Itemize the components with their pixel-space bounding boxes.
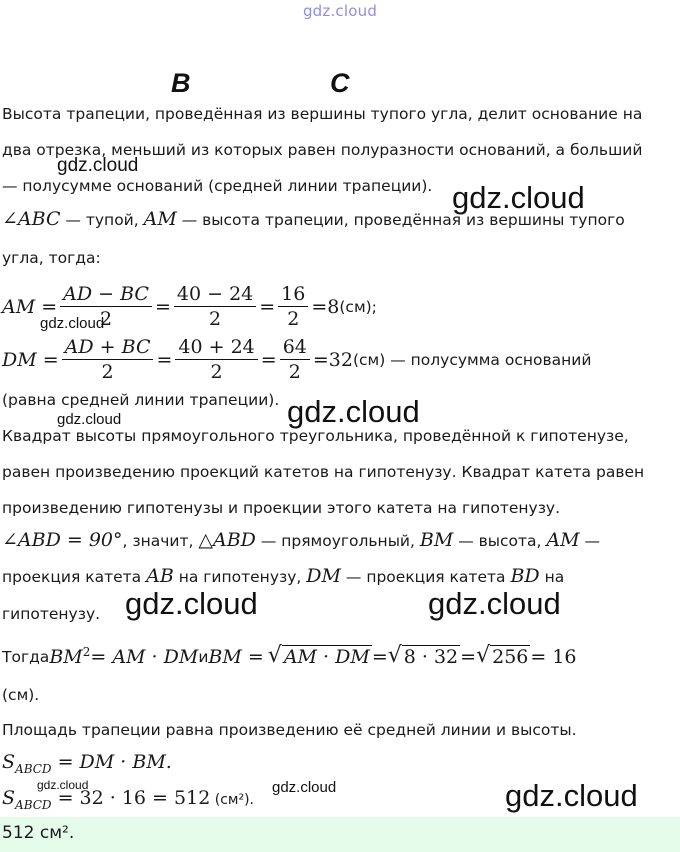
equation-am: AM = $\frac{AD - BC}{2}$ = $\frac{40 - 24}{2}$ = $\frac{16}{2}$ = 8 (см); bbox=[2, 283, 377, 330]
eq2-frac-1: $\frac{AD + BC}{2}$ bbox=[62, 335, 154, 384]
p5-text-1: Тогда bbox=[2, 647, 50, 666]
watermark: gdz.cloud bbox=[287, 394, 420, 429]
paragraph-4-line-2 bbox=[2, 567, 564, 586]
watermark: gdz.cloud bbox=[37, 778, 89, 792]
watermark: gdz.cloud bbox=[57, 411, 122, 428]
var-am-2: AM bbox=[546, 529, 580, 551]
paragraph-6: Площадь трапеции равна произведению её средней линии и высоты. bbox=[2, 721, 577, 739]
p5-eq-1: = bbox=[371, 645, 388, 668]
p5-square: 2 bbox=[82, 645, 91, 659]
p5-result: = 16 bbox=[530, 645, 577, 668]
p4l2-text-3: — проекция катета bbox=[340, 568, 511, 586]
var-am: AM bbox=[143, 208, 177, 230]
paragraph-3-line-1: Квадрат высоты прямоугольного треугольника, проведённой к гипотенузе, bbox=[2, 427, 629, 445]
eq1-frac-3: $\frac{16}{2}$ bbox=[278, 282, 308, 331]
eq2-note: (равна средней линии трапеции). bbox=[2, 391, 280, 409]
eq2-unit: (см) — полусумма оснований bbox=[352, 350, 592, 369]
eq1-lhs: AM bbox=[2, 295, 36, 318]
paragraph-1-line-2: два отрезка, меньший из которых равен полуразности оснований, а больший bbox=[2, 141, 643, 159]
p4-text-1: , значит, bbox=[122, 532, 199, 550]
p5-product: = AM · DM bbox=[90, 645, 199, 668]
eq2-frac-3: $\frac{64}{2}$ bbox=[280, 335, 310, 384]
p5-eq-2: = bbox=[460, 645, 477, 668]
paragraph-1-line-3: — полусумме оснований (средней линии трапеции). bbox=[2, 177, 433, 195]
var-bm: BM bbox=[419, 529, 454, 551]
p4l2-text-1: проекция катета bbox=[2, 568, 147, 586]
text-obtuse: — тупой, bbox=[60, 211, 144, 229]
p4l2-text-2: на гипотенузу, bbox=[173, 568, 307, 586]
p4-text-4: — bbox=[579, 532, 601, 550]
p5-unit: (см). bbox=[2, 686, 40, 704]
angle-abd: ∠ABD = 90° bbox=[2, 529, 123, 551]
watermark: gdz.cloud bbox=[272, 779, 337, 796]
eq1-result: 8 bbox=[327, 295, 340, 318]
equation-bm bbox=[2, 645, 577, 668]
eq1-unit: (см); bbox=[339, 297, 377, 316]
sqrt-am-dm: √ AM · DM bbox=[267, 643, 370, 668]
eq1-frac-1: $\frac{AD - BC}{2}$ bbox=[60, 282, 152, 331]
text-height: — высота трапеции, проведённая из вершины тупого bbox=[176, 211, 625, 229]
paragraph-3-line-2: равен произведению проекций катетов на гипотенузу. Квадрат катета равен bbox=[2, 463, 645, 481]
site-watermark-header: gdz.cloud bbox=[302, 2, 378, 20]
var-dm: DM bbox=[306, 565, 341, 587]
eq2-lhs: DM bbox=[2, 348, 37, 371]
angle-abc: ∠ABC bbox=[2, 208, 61, 230]
figure-label-c: C bbox=[330, 68, 350, 98]
area-formula: $S_{ABCD}$ = DM · BM. bbox=[2, 751, 172, 776]
eq2-frac-2: $\frac{40 + 24}{2}$ bbox=[175, 335, 257, 384]
eq2-result: 32 bbox=[328, 348, 353, 371]
paragraph-2-line-2: угла, тогда: bbox=[2, 249, 101, 267]
watermark: gdz.cloud bbox=[57, 155, 139, 176]
area-computation: $S_{ABCD} = 32 \cdot 16 = 512$ (см²). bbox=[2, 787, 254, 812]
p4-text-3: — высота, bbox=[453, 532, 547, 550]
p5-bm-eq: BM = bbox=[208, 645, 264, 668]
sqrt-256: √ 256 bbox=[476, 643, 529, 668]
sqrt-8-32: √ 8 · 32 bbox=[387, 643, 459, 668]
paragraph-4-line-1 bbox=[2, 531, 600, 550]
paragraph-1-line-1: Высота трапеции, проведённая из вершины тупого угла, делит основание на bbox=[2, 105, 643, 123]
p4l2-text-4: на bbox=[539, 568, 565, 586]
triangle-abd: △ABD bbox=[198, 529, 256, 551]
watermark: gdz.cloud bbox=[125, 586, 258, 621]
p5-and: и bbox=[198, 647, 209, 666]
answer-box bbox=[0, 817, 680, 852]
eq1-frac-2: $\frac{40 - 24}{2}$ bbox=[174, 282, 256, 331]
watermark: gdz.cloud bbox=[428, 586, 561, 621]
watermark: gdz.cloud bbox=[452, 180, 585, 215]
answer-text: 512 см². bbox=[2, 823, 75, 843]
watermark: gdz.cloud bbox=[40, 315, 105, 332]
equation-dm: DM = $\frac{AD + BC}{2}$ = $\frac{40 + 24}{2}$ = $\frac{64}{2}$ = 32 (см) — полусумма оснований bbox=[2, 336, 592, 383]
p4-text-2: — прямоугольный, bbox=[255, 532, 420, 550]
paragraph-3-line-3: произведению гипотенузы и проекции этого катета на гипотенузу. bbox=[2, 499, 561, 517]
figure-label-b: B bbox=[171, 68, 191, 98]
var-bd: BD bbox=[510, 565, 540, 587]
p5-bm: BM bbox=[49, 645, 83, 668]
paragraph-4-line-3: гипотенузу. bbox=[2, 605, 101, 623]
watermark: gdz.cloud bbox=[505, 778, 638, 813]
var-ab: AB bbox=[146, 565, 174, 587]
